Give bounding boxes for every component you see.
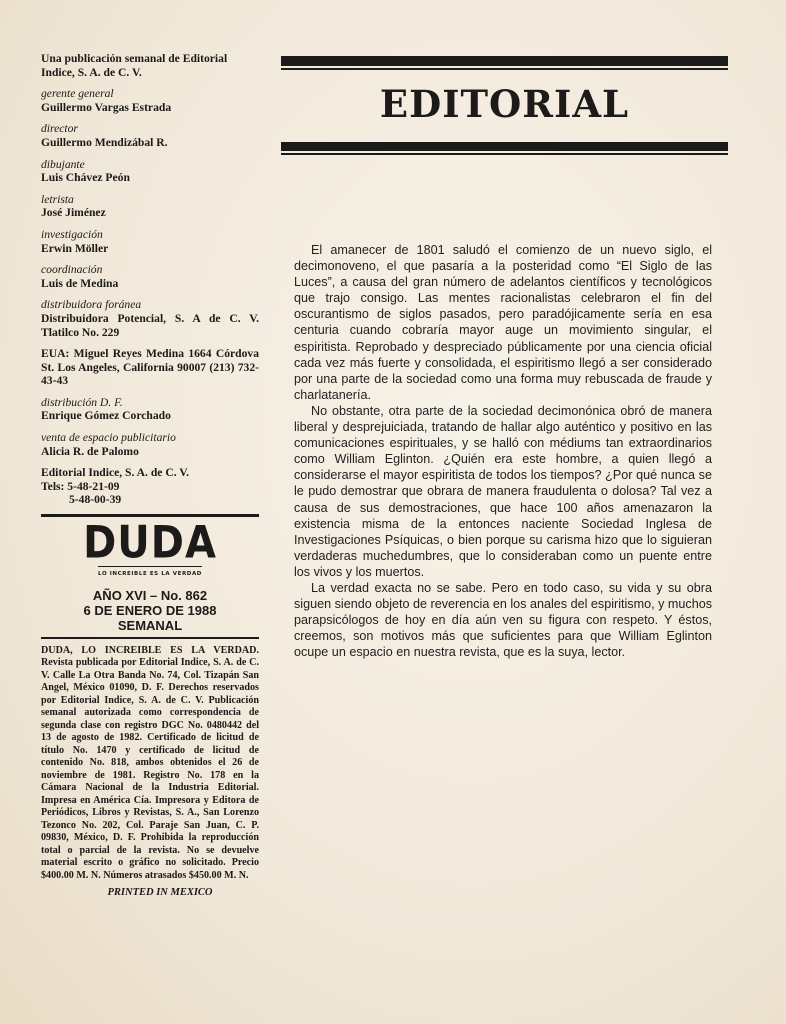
title-bar-top-thin <box>281 68 728 70</box>
credit-name: Luis de Medina <box>41 276 119 290</box>
title-bar-bottom <box>281 142 728 151</box>
credit-name: Luis Chávez Peón <box>41 171 130 185</box>
credit-role: letrista <box>41 192 74 206</box>
editorial-paragraph-2: No obstante, otra parte de la sociedad decimonónica obró de manera liberal y desprejuiciada, tratando de hallar algo auténtico y positivo en las comunicaciones espirituales, y se halló con médiums tan extraordinarios como William Eglinton. ¿Quién era este hombre, a quien llegó a considerarse el mayor espiritista de todos los tiempos? ¿Por qué nunca se le pudo demostrar que obrara de manera fraudulenta o dolosa? Tal vez a causa de sus demostraciones, que hace 100 años amenazaron la existencia misma de la entonces naciente Sociedad Inglesa de Investigaciones Psíquicas, o bien porque su carisma hizo que lo siguieran verdaderas muchedumbres, que lo consideraban como un puente entre los vivos y los muertos. <box>294 403 712 579</box>
editorial-title: EDITORIAL <box>379 82 630 126</box>
credit-entry <box>41 396 259 423</box>
credit-name: Guillermo Mendizábal R. <box>41 135 168 149</box>
legal-notice: DUDA, LO INCREIBLE ES LA VERDAD. Revista publicada por Editorial Indice, S. A. de C. V. Calle La Otra Banda No. 74, Col. Tizapán San Angel, México 01090, D. F. Derechos reservados por Editorial Indice, S. A. de C. V. Publicación semanal autorizada como correspondencia de segunda clase con registro DGC No. 0480442 del 13 de agosto de 1982. Certificado de licitud de título No. 1470 y certificado de licitud de contenido No. 818, ambos obtenidos el 26 de noviembre de 1981. Registro No. 178 en la Cámara Nacional de la Industria Editorial. Impresa en América Cía. Impresora y Editora de Periódicos, Libros y Revistas, S. A., San Lorenzo Tezonco No. 202, Col. Paraje San Juan, C. P. 09830, México, D. F. Prohibida la reproducción total o parcial de la revista. No se devuelve material escrito o gráfico no solicitado. Precio $400.00 M. N. Números atrasados $450.00 M. N. <box>41 644 259 881</box>
issue-info <box>41 588 259 633</box>
title-bar-bottom-thin <box>281 153 728 155</box>
credit-name: Guillermo Vargas Estrada <box>41 100 172 114</box>
issue-number: AÑO XVI – No. 862 <box>92 587 208 603</box>
divider-rule-2 <box>41 637 259 639</box>
credit-name: EUA: Miguel Reyes Medina 1664 Córdova St. Los Angeles, California 90007 (213) 732-43-43 <box>41 347 259 388</box>
logo-wordmark: DUDA <box>83 517 217 569</box>
credit-name: Alicia R. de Palomo <box>41 444 139 458</box>
credit-role: distribución D. F. <box>41 395 123 409</box>
credit-entry <box>41 122 259 149</box>
credit-name: Erwin Möller <box>41 241 109 255</box>
issue-frequency: SEMANAL <box>117 617 183 633</box>
printed-in-mexico: PRINTED IN MEXICO <box>107 887 213 899</box>
logo-tagline: LO INCREIBLE ES LA VERDAD <box>98 566 202 582</box>
phone-line-1: Tels: 5-48-21-09 <box>41 479 120 493</box>
credit-role: distribuidora foránea <box>41 298 142 312</box>
credit-entry <box>41 87 259 114</box>
credits-list <box>41 87 259 458</box>
credit-entry <box>41 193 259 220</box>
publisher-line: Una publicación semanal de Editorial Indice, S. A. de C. V. <box>41 52 228 79</box>
credit-entry <box>41 298 259 339</box>
company-name: Editorial Indice, S. A. de C. V. <box>41 466 190 480</box>
credit-entry <box>41 158 259 185</box>
credit-role: gerente general <box>41 87 114 101</box>
credit-name: Distribuidora Potencial, S. A de C. V. Tlatilco No. 229 <box>41 311 259 339</box>
company-contact <box>41 466 259 507</box>
credit-role: director <box>41 122 78 136</box>
credit-name: Enrique Gómez Corchado <box>41 409 171 423</box>
credit-entry <box>41 228 259 255</box>
credit-entry <box>41 263 259 290</box>
editorial-paragraph-1: El amanecer de 1801 saludó el comienzo de un nuevo siglo, el decimonoveno, el que pasaría a la posteridad como “El Siglo de las Luces”, a causa del gran número de adelantos científicos y tecnológicos que trajo consigo. Las mentes racionalistas celebraron el fin del oscurantismo de siglos pasados, pero paradójicamente sería en esa centuria cuando cobraría mayor auge un movimiento singular, el espiritista. Reprobado y despreciado públicamente por una ciencia oficial cada vez más fuerte y consolidada, el espiritismo llegó a ser considerado por una parte de la sociedad como una forma muy rebuscada de fraude y charlatanería. <box>294 243 712 402</box>
title-bar-top <box>281 56 728 66</box>
masthead-column <box>41 52 259 900</box>
credit-entry <box>41 347 259 388</box>
issue-date: 6 DE ENERO DE 1988 <box>83 602 217 618</box>
phone-line-2: 5-48-00-39 <box>69 493 122 507</box>
credit-name: José Jiménez <box>41 206 106 220</box>
credit-role: coordinación <box>41 263 103 277</box>
editorial-body <box>294 242 712 660</box>
duda-logo <box>41 517 259 582</box>
credit-role: venta de espacio publicitario <box>41 431 176 445</box>
credit-role: dibujante <box>41 157 85 171</box>
editorial-paragraph-3: La verdad exacta no se sabe. Pero en todo caso, su vida y su obra siguen siendo objeto de reverencia en los anales del espiritismo, y muchos parapsicólogos de hoy en día aún ven su figura con respeto. Y éstos, creemos, son motivos más que suficientes para que William Eglinton ocupe un espacio en nuestra revista, que es la suya, lector. <box>294 580 712 660</box>
credit-entry <box>41 431 259 458</box>
credit-role: investigación <box>41 227 103 241</box>
